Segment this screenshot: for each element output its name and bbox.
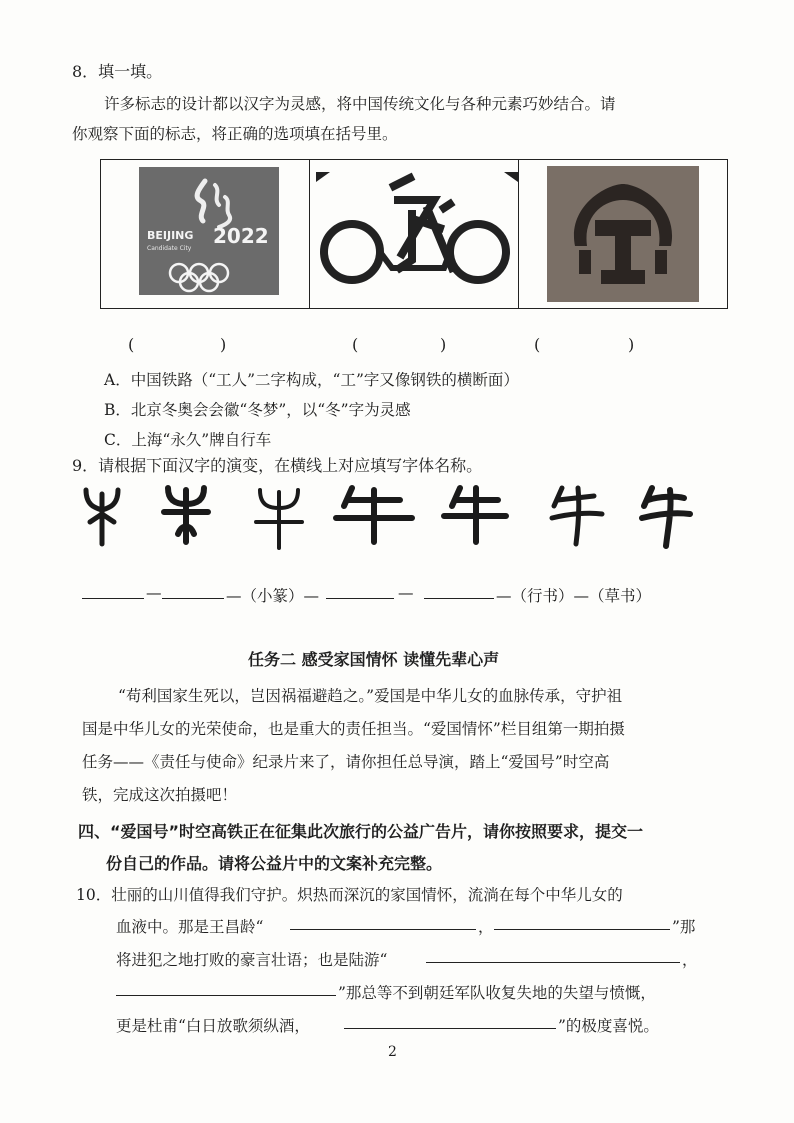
- yongjiu-bicycle-logo: [312, 164, 522, 304]
- q10-line3-a: 将进犯之地打败的豪言壮语；也是陆游“: [116, 951, 388, 969]
- q10-blank-1[interactable]: [290, 913, 476, 930]
- q10-line5-b: ”的极度喜悦。: [558, 1017, 659, 1035]
- logo1-text2: 2022: [213, 224, 269, 248]
- paren-open-2: (: [352, 335, 359, 354]
- paren-open-1: (: [128, 335, 135, 354]
- q10-blank-4[interactable]: [116, 979, 336, 996]
- q9-label-seal: —（小篆）—: [226, 587, 320, 605]
- q10-line2-a: 血液中。那是王昌龄“: [116, 918, 264, 936]
- china-railway-logo: [547, 166, 699, 302]
- logo1-text1: BEIJING: [147, 229, 194, 242]
- niu-oracle-icon: [82, 484, 122, 554]
- q9-dash-1: —: [146, 584, 162, 602]
- q10-blank-2[interactable]: [494, 913, 670, 930]
- task2-para-line3: 任务——《责任与使命》纪录片来了，请你担任总导演，踏上“爱国号”时空高: [82, 753, 610, 771]
- q10-comma-2: ，: [682, 951, 698, 969]
- niu-seal-icon: [252, 484, 306, 554]
- q8-intro-line2: 你观察下面的标志，将正确的选项填在括号里。: [72, 125, 398, 143]
- section4-line2: 份自己的作品。请将公益片中的文案补充完整。: [106, 854, 443, 873]
- logo-cell-yongjiu: [310, 160, 519, 308]
- q10-blank-5[interactable]: [344, 1012, 556, 1029]
- paren-close-2: ): [440, 335, 447, 354]
- niu-cursive-icon: [640, 484, 692, 552]
- q9-blank-2[interactable]: [162, 582, 224, 599]
- q9-blank-4[interactable]: [424, 582, 494, 599]
- q8-title: 8．填一填。: [72, 62, 163, 81]
- paren-close-1: ): [220, 335, 227, 354]
- logo-table: [100, 159, 728, 309]
- logo1-text3: Candidate City: [147, 245, 192, 252]
- beijing-2022-logo: [139, 167, 279, 295]
- q10-comma-1: ，: [478, 918, 494, 936]
- task2-para-line1: “苟利国家生死以，岂因祸福避趋之。”爱国是中华儿女的血脉传承，守护祖: [118, 687, 623, 705]
- task2-para-line2: 国是中华儿女的光荣使命，也是重大的责任担当。“爱国情怀”栏目组第一期拍摄: [82, 720, 625, 738]
- q9-dash-2: —: [398, 584, 414, 602]
- paren-close-3: ): [628, 335, 635, 354]
- q8-option-b: B．北京冬奥会会徽“冬梦”，以“冬”字为灵感: [104, 401, 411, 419]
- page-number: 2: [388, 1044, 397, 1060]
- q10-blank-3[interactable]: [426, 946, 680, 963]
- niu-regular-icon: [440, 484, 510, 548]
- paren-open-3: (: [534, 335, 541, 354]
- q8-option-c: C．上海“永久”牌自行车: [104, 431, 272, 449]
- q10-line5-a: 更是杜甫“白日放歌须纵酒，: [116, 1017, 310, 1035]
- q9-title: 9．请根据下面汉字的演变，在横线上对应填写字体名称。: [72, 456, 483, 475]
- q9-blank-1[interactable]: [82, 582, 144, 599]
- q8-intro-line1: 许多标志的设计都以汉字为灵感，将中国传统文化与各种元素巧妙结合。请: [104, 95, 616, 113]
- niu-running-icon: [548, 484, 606, 550]
- q10-quote-close: ”那: [672, 918, 696, 936]
- niu-clerical-icon: [332, 484, 416, 548]
- q8-option-a: A．中国铁路（“工人”二字构成，“工”字又像钢铁的横断面）: [104, 371, 519, 389]
- q10-line4-b: ”那总等不到朝廷军队收复失地的失望与愤慨，: [338, 984, 656, 1002]
- section4-line1: 四、“爱国号”时空高铁正在征集此次旅行的公益广告片，请你按照要求，提交一: [78, 822, 644, 841]
- q9-label-running: —（行书）—（草书）: [496, 587, 652, 605]
- q9-blank-3[interactable]: [326, 582, 394, 599]
- q10-line1: 10．壮丽的山川值得我们守护。炽热而深沉的家国情怀，流淌在每个中华儿女的: [76, 886, 623, 904]
- task2-title: 任务二 感受家国情怀 读懂先辈心声: [248, 650, 500, 669]
- logo-cell-beijing: [101, 160, 310, 308]
- task2-para-line4: 铁，完成这次拍摄吧！: [82, 786, 238, 804]
- niu-bronze-icon: [160, 484, 212, 550]
- logo-cell-railway: [519, 160, 727, 308]
